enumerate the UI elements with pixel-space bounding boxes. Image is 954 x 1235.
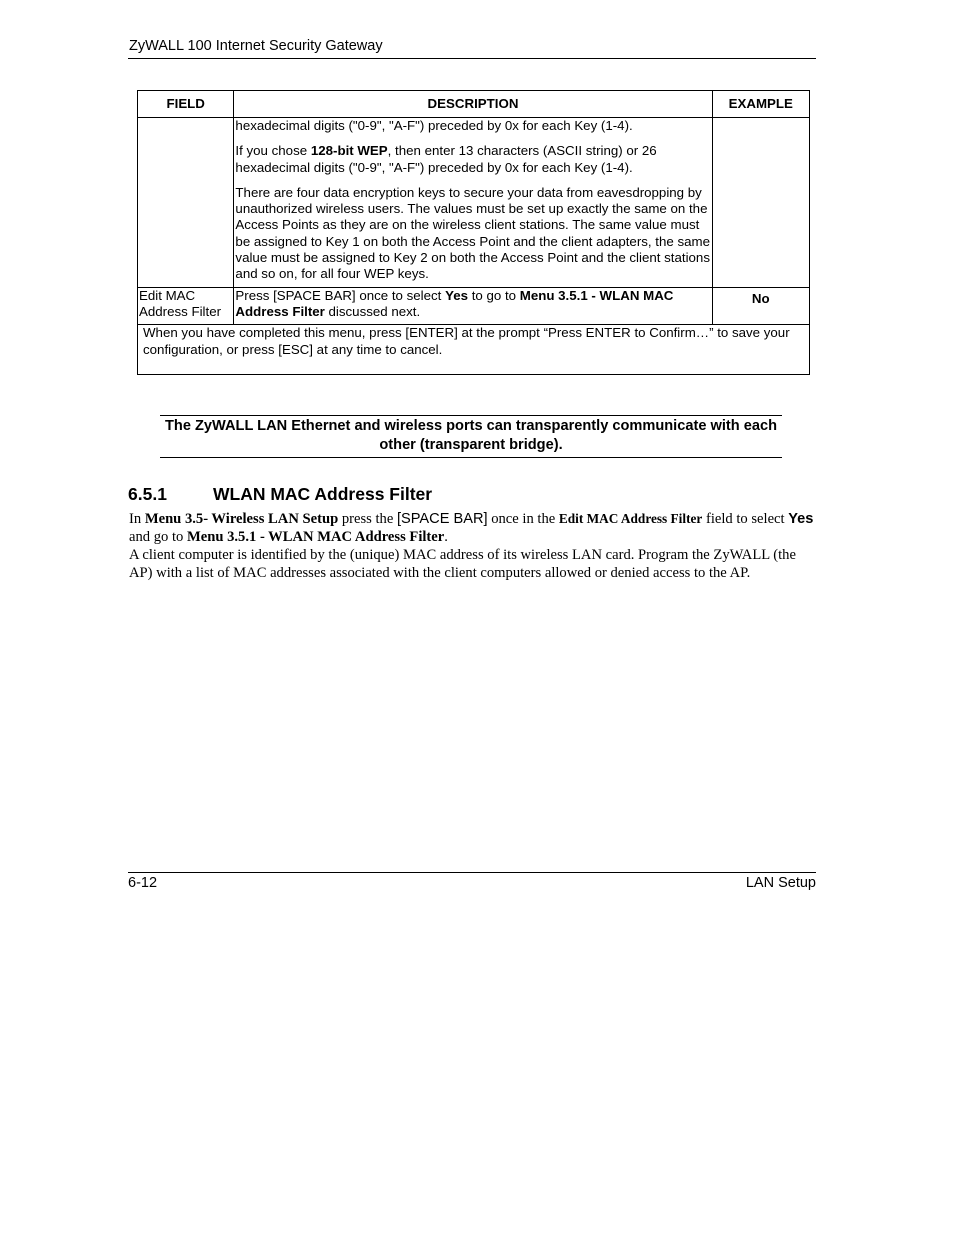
text-run: . <box>444 529 448 545</box>
text-run: , then enter 13 characters (ASCII string) or 26 hexadecimal digits ("0-9", "A-F") preceded by 0x for each Key (1-4). <box>235 143 657 175</box>
header-rule <box>128 58 816 59</box>
text-run: In <box>129 511 145 527</box>
header-field: FIELD <box>138 91 234 118</box>
section-title: WLAN MAC Address Filter <box>213 484 433 504</box>
table-footer-row <box>138 325 810 375</box>
row1-desc-p1: hexadecimal digits ("0-9", "A-F") preceded by 0x for each Key (1-4). <box>235 118 633 133</box>
row1-desc-p3: There are four data encryption keys to secure your data from eavesdropping by unauthorized wireless users. The values must be set up exactly the same on the Access Points as they are on the wireless client stations. The same value must be assigned to Key 1 on both the Access Point and the client adapters, the same value must be assigned to Key 2 on both the Access Point and the client stations and so on, for all four WEP keys. <box>235 184 710 282</box>
text-run: and go to <box>129 529 187 545</box>
text-run: once in the <box>487 511 559 527</box>
text-run: Press [SPACE BAR] once to select <box>235 287 446 303</box>
section-number: 6.5.1 <box>128 484 167 504</box>
text-run: discussed next. <box>324 303 421 319</box>
completion-instructions: When you have completed this menu, press [ENTER] at the prompt “Press ENTER to Confirm…” to save your configuration, or press [ESC] at any time to cancel. <box>138 325 810 375</box>
table-row <box>138 118 810 288</box>
body-paragraph-1 <box>129 510 819 546</box>
text-run-key: [SPACE BAR] <box>396 511 488 527</box>
footer-section-name: LAN Setup <box>745 875 816 891</box>
text-run-bold: Menu 3.5.1 - WLAN MAC Address Filter <box>235 287 674 319</box>
table-row <box>138 287 810 325</box>
header-description: DESCRIPTION <box>234 91 712 118</box>
header-example: EXAMPLE <box>712 91 809 118</box>
row2-field: Edit MAC Address Filter <box>138 287 234 325</box>
row1-field <box>138 118 234 288</box>
body-paragraph-2: A client computer is identified by the (unique) MAC address of its wireless LAN card. Program the ZyWALL (the AP) with a list of MAC addresses associated with the client computers allowed or denied access to the AP. <box>129 547 796 581</box>
text-run-bold: Menu 3.5.1 - WLAN MAC Address Filter <box>186 529 445 545</box>
row2-description <box>234 287 712 325</box>
footer-rule <box>128 872 816 873</box>
text-run: to go to <box>468 287 520 303</box>
text-run-bold: Yes <box>788 511 814 527</box>
page-number: 6-12 <box>128 875 158 891</box>
section-heading <box>128 484 432 505</box>
text-run-bold: 128-bit WEP <box>310 143 388 159</box>
text-run-bold: Yes <box>445 287 468 303</box>
row2-desc-p1 <box>234 288 711 321</box>
field-description-table <box>137 90 810 375</box>
row1-example <box>712 118 809 288</box>
row1-description <box>234 118 712 288</box>
row2-example: No <box>712 287 809 325</box>
row1-desc-p2 <box>234 143 711 176</box>
table-header-row <box>138 91 810 118</box>
text-run-bold: Edit MAC Address Filter <box>558 511 703 526</box>
text-run: press the <box>338 511 397 527</box>
body-text <box>129 510 819 582</box>
text-run: field to select <box>702 511 789 527</box>
text-run-bold: Menu 3.5- Wireless LAN Setup <box>144 511 339 527</box>
text-run: If you chose <box>235 143 311 159</box>
note-box: The ZyWALL LAN Ethernet and wireless ports can transparently communicate with each other (transparent bridge). <box>160 415 782 458</box>
running-header: ZyWALL 100 Internet Security Gateway <box>129 38 383 54</box>
